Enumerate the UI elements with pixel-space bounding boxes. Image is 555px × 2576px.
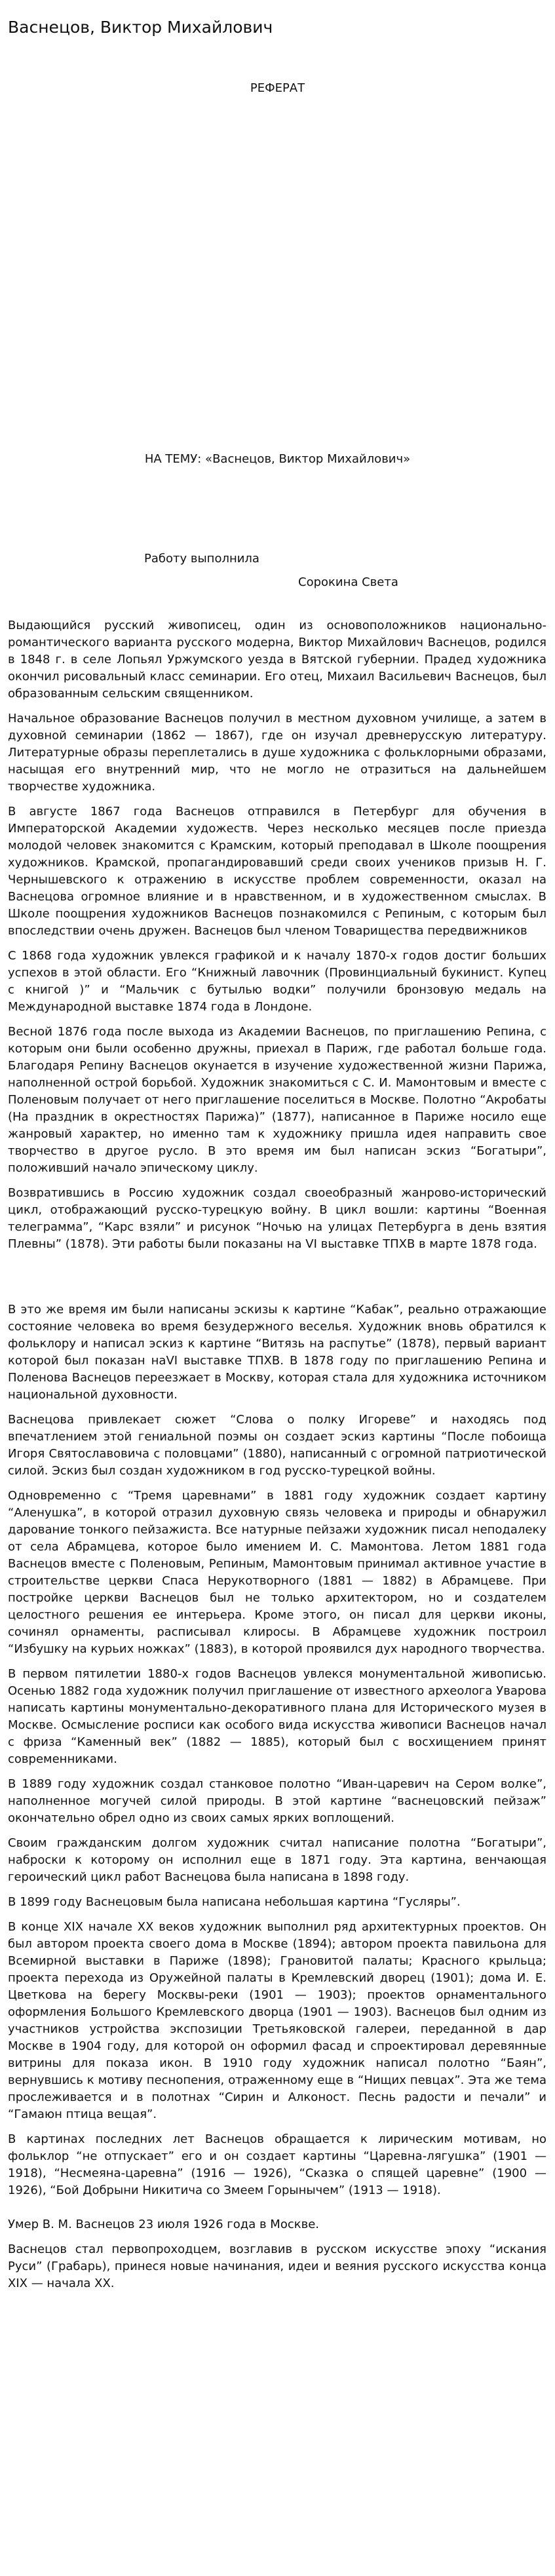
report-theme: НА ТЕМУ: «Васнецов, Виктор Михайлович»: [144, 452, 411, 466]
paragraph: Весной 1876 года после выхода из Академии Васнецов, по приглашению Репина, с которым они были особенно дружны, приехал в Париж, где работал больше года. Благодаря Репину Васнецов окунается в изучение художественной жизни Парижа, наполненной острой борьбой. Художник знакомиться с С. И. Мамонтовым и вместе с Поленовым получает от него приглашение поселиться в Москве. Полотно “Акробаты (На праздник в окрестностях Парижа)” (1877), написанное в Париже носило еще жанровый характер, но именно там к художнику пришла идея направить свое творчество в другое русло. В это время им был написан эскиз “Богатыри”, положивший начало эпическому циклу.: [8, 1025, 546, 1175]
author-name: Сорокина Света: [298, 575, 398, 589]
paragraph: В это же время им были написаны эскизы к картине “Кабак”, реально отражающие состояние человека во время безудержного веселья. Художник вновь обратился к фольклору и написал эскиз к картине “Витязь на распутье” (1878), первый вариант которой был показан наVI выставке ТПХВ. В 1878 году по приглашению Репина и Поленова Васнецов переезжает в Москву, которая стала для художника источником национальной духовности.: [8, 1303, 546, 1402]
paragraph: В картинах последних лет Васнецов обращается к лирическим мотивам, но фольклор “не отпускает” его и он создает картины “Царевна-лягушка” (1901 — 1918), “Несмеяна-царевна” (1916 — 1926), “Сказка о спящей царевне” (1900 — 1926), “Бой Добрыни Никитича со Змеем Горынычем” (1913 — 1918).: [8, 2132, 546, 2197]
paragraph: Одновременно с “Тремя царевнами” в 1881 году художник создает картину “Аленушка”, в которой отразил духовную связь человека и природы и обнаружил дарование тонкого пейзажиста. Все натурные пейзажи художник писал неподалеку от села Абрамцева, которое было имением И. С. Мамонтова. Летом 1881 года Васнецов вместе с Поленовым, Репиным, Мамонтовым принимал активное участие в строительстве церкви Спаса Нерукотворного (1881 — 1882) в Абрамцеве. При постройке церкви Васнецов был не только архитектором, но и создателем целостного решения ее интерьера. Кроме этого, он писал для церкви иконы, сочинял орнаменты, расписывал клиросы. В Абрамцеве художник построил “Избушку на курьих ножках” (1883), в которой проявился дух народного творчества.: [8, 1489, 546, 1656]
paragraph: Умер В. М. Васнецов 23 июля 1926 года в Москве.: [8, 2218, 320, 2231]
paragraph: С 1868 года художник увлекся графикой и к началу 1870-х годов достиг больших успехов в этой области. Его “Книжный лавочник (Провинциальный букинист. Купец с книгой )” и “Мальчик с бутылью водки” получили бронзовую медаль на Международной выставке 1874 года в Лондоне.: [8, 949, 546, 1014]
document-body: [8, 617, 546, 2300]
paragraph: Начальное образование Васнецов получил в местном духовном училище, а затем в духовной семинарии (1862 — 1867), где он изучал древнерусскую литературу. Литературные образы переплетались в душе художника с фольклорными образами, насыщая его внутренний мир, что не могло не отразиться на дальнейшем творчестве художника.: [8, 712, 546, 794]
paragraph: В конце XIX начале XX веков художник выполнил ряд архитектурных проектов. Он был автором проекта своего дома в Москве (1894); автором проекта павильона для Всемирной выставки в Париже (1898); Грановитой палаты; Красного крыльца; проекта перехода из Оружейной палаты в Кремлевский дворец (1901); дома И. Е. Цветкова на берегу Москвы-реки (1901 — 1903); проектов орнаментального оформления Большого Кремлевского дворца (1901 — 1903). Васнецов был одним из участников устройства экспозиции Третьяковской галереи, переданной в дар Москве в 1904 году, для которой он оформил фасад и спроектировал деревянные витрины для показа икон. В 1910 году художник написал полотно “Баян”, вернувшись к мотиву песнопения, отраженному еще в “Нищих певцах”. Эта же тема прослеживается и в полотнах “Сирин и Алконост. Песнь радости и печали” и “Гамаюн птица вещая”.: [8, 1920, 546, 2121]
report-heading: РЕФЕРАТ: [250, 81, 305, 95]
paragraph: В 1899 году Васнецовым была написана небольшая картина “Гусляры”.: [8, 1895, 461, 1909]
paragraph: Васнецова привлекает сюжет “Слова о полку Игореве” и находясь под впечатлением этой гениальной поэмы он создает эскиз картины “После побоища Игоря Святославовича с половцами” (1880), написанный с огромной патриотической силой. Эскиз был создан художником в год русско-турецкой войны.: [8, 1413, 546, 1478]
paragraph: В августе 1867 года Васнецов отправился в Петербург для обучения в Императорской Академии художеств. Через несколько месяцев после приезда молодой человек знакомится с Крамским, который преподавал в Школе поощрения художников. Крамской, пропагандировавший среди своих учеников призыв Н. Г. Чернышевского к отражению в искусстве проблем современности, оказал на Васнецова огромное влияние и в нравственном, и в художественном смыслах. В Школе поощрения художников Васнецов познакомился с Репиным, с которым был впоследствии очень дружен. Васнецов был членом Товарищества передвижников: [8, 805, 546, 938]
paragraph: В первом пятилетии 1880-х годов Васнецов увлекся монументальной живописью. Осенью 1882 года художник получил приглашение от известного археолога Уварова написать картины монументально-декоративного плана для Исторического музея в Москве. Осмысление росписи как особого вида искусства живописи Васнецов начал с фриза “Каменный век” (1882 — 1885), который был с восхищением принят современниками.: [8, 1667, 546, 1766]
paragraph: Выдающийся русский живописец, один из основоположников национально-романтического варианта русского модерна, Виктор Михайлович Васнецов, родился в 1848 г. в селе Лопьял Уржумского уезда в Вятской губернии. Прадед художника окончил рисовальный класс семинарии. Его отец, Михаил Васильевич Васнецов, был образованным сельским священником.: [8, 619, 546, 701]
paragraph: Возвратившись в Россию художник создал своеобразный жанрово-исторический цикл, отображающий русско-турецкую войну. В цикл вошли: картины “Военная телеграмма”, “Карс взяли” и рисунок “Ночью на улицах Петербурга в день взятия Плевны” (1878). Эти работы были показаны на VI выставке ТПХВ в марте 1878 года.: [8, 1186, 546, 1251]
paragraph: Васнецов стал первопроходцем, возглавив в русском искусстве эпоху “искания Руси” (Грабарь), принеся новые начинания, идеи и веяния русского искусства конца XIX — начала XX.: [8, 2242, 546, 2290]
document-title: Васнецов, Виктор Михайлович: [8, 17, 273, 37]
work-label: Работу выполнила: [144, 552, 259, 566]
paragraph: В 1889 году художник создал станковое полотно “Иван-царевич на Сером волке”, наполненное могучей силой природы. В этой картине “васнецовский пейзаж” окончательно обрел одно из своих самых ярких воплощений.: [8, 1777, 546, 1825]
paragraph: Своим гражданским долгом художник считал написание полотна “Богатыри”, наброски к которому он исполнил еще в 1871 году. Эта картина, венчающая героический цикл работ Васнецова была написана в 1898 году.: [8, 1836, 546, 1884]
